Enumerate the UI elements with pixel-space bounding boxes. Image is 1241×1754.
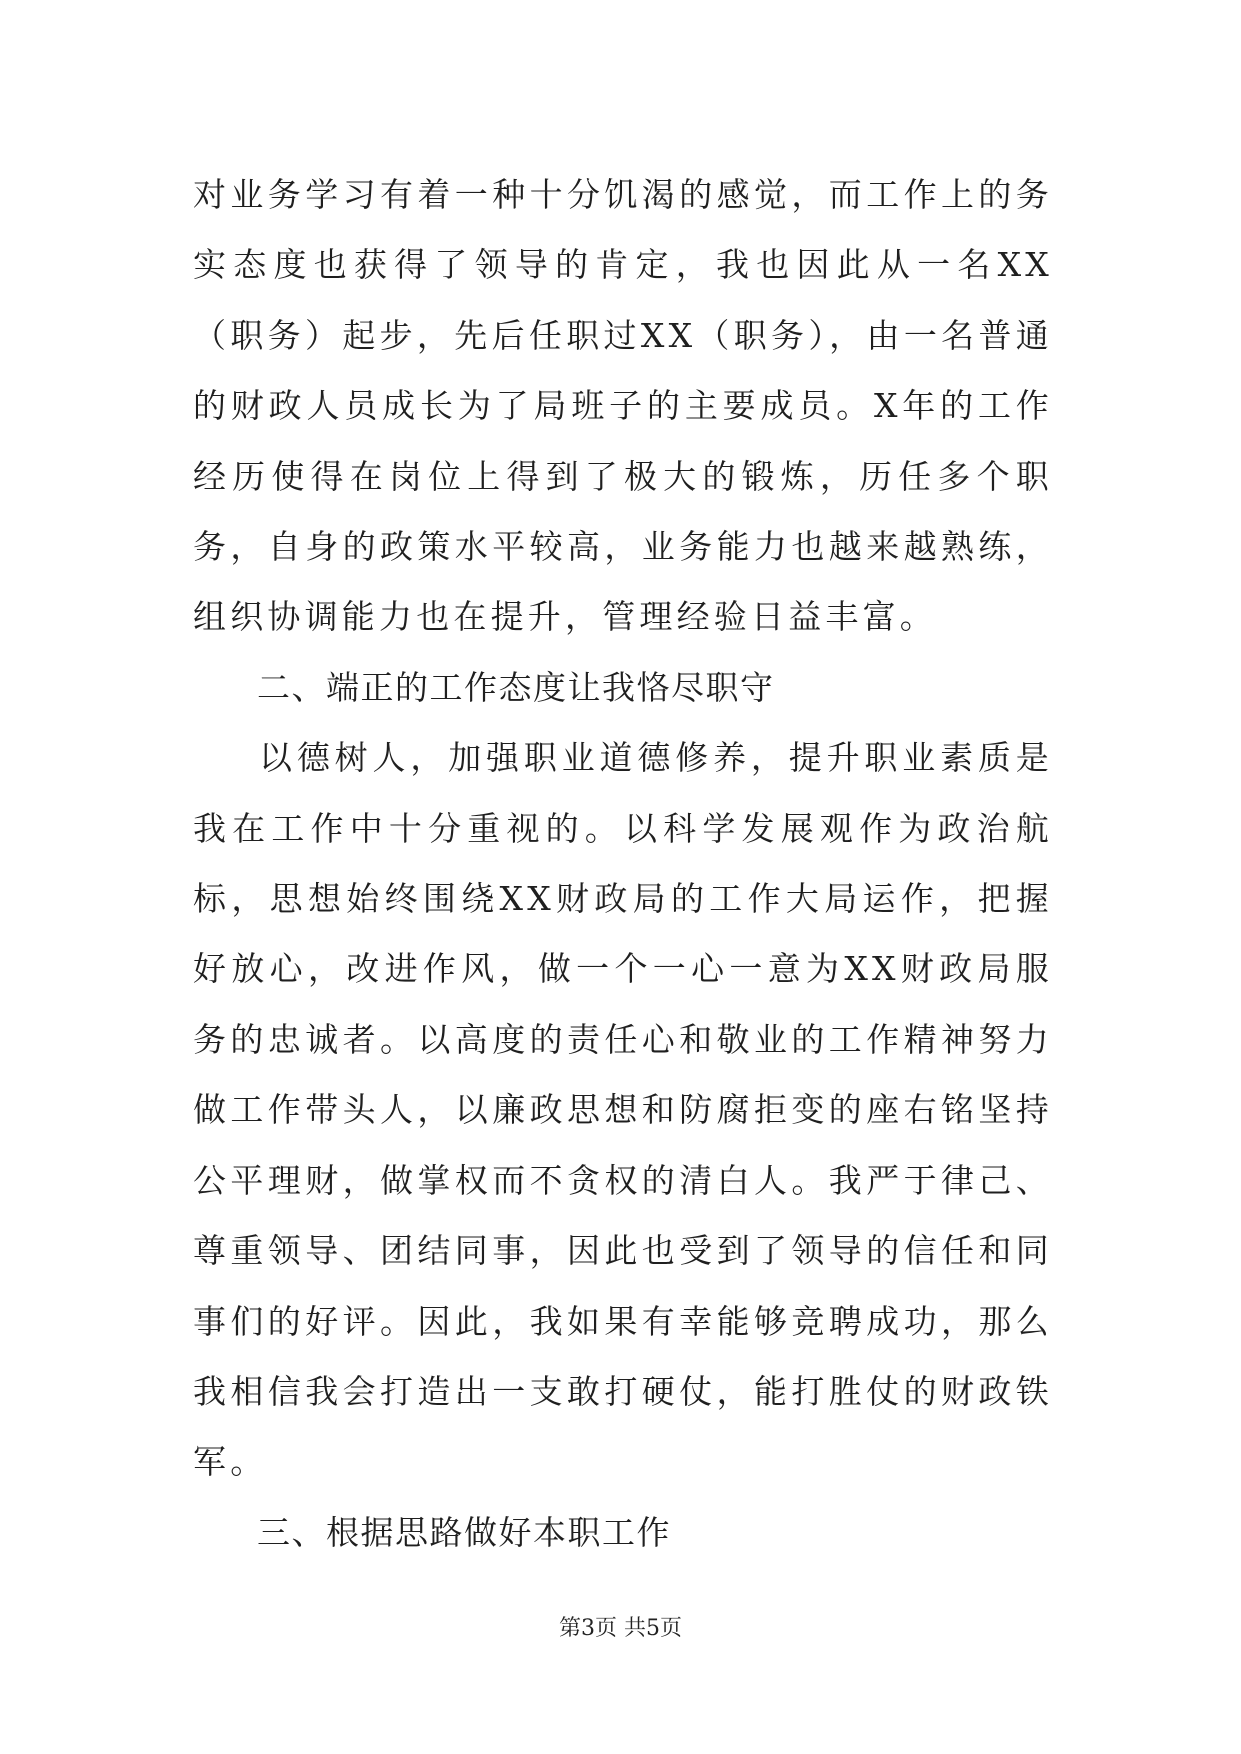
- body-paragraph-1: 对业务学习有着一种十分饥渴的感觉，而工作上的务实态度也获得了领导的肯定，我也因此从一名XX（职务）起步，先后任职过XX（职务），由一名普通的财政人员成长为了局班子的主要成员。X年的工作经历使得在岗位上得到了极大的锻炼，历任多个职务，自身的政策水平较高，业务能力也越来越熟练，组织协调能力也在提升，管理经验日益丰富。: [193, 175, 1053, 637]
- section-heading-3: 三、根据思路做好本职工作: [257, 1512, 671, 1552]
- section-heading-2: 二、端正的工作态度让我恪尽职守: [257, 667, 775, 707]
- page-footer: 第3页 共5页: [559, 1616, 682, 1641]
- document-body: [193, 160, 1053, 1568]
- body-paragraph-2: 以德树人，加强职业道德修养，提升职业素质是我在工作中十分重视的。以科学发展观作为政治航标，思想始终围绕XX财政局的工作大局运作，把握好放心，改进作风，做一个一心一意为XX财政局服务的忠诚者。以高度的责任心和敬业的工作精神努力做工作带头人，以廉政思想和防腐拒变的座右铭坚持公平理财，做掌权而不贪权的清白人。我严于律己、尊重领导、团结同事，因此也受到了领导的信任和同事们的好评。因此，我如果有幸能够竞聘成功，那么我相信我会打造出一支敢打硬仗，能打胜仗的财政铁军。: [193, 738, 1053, 1482]
